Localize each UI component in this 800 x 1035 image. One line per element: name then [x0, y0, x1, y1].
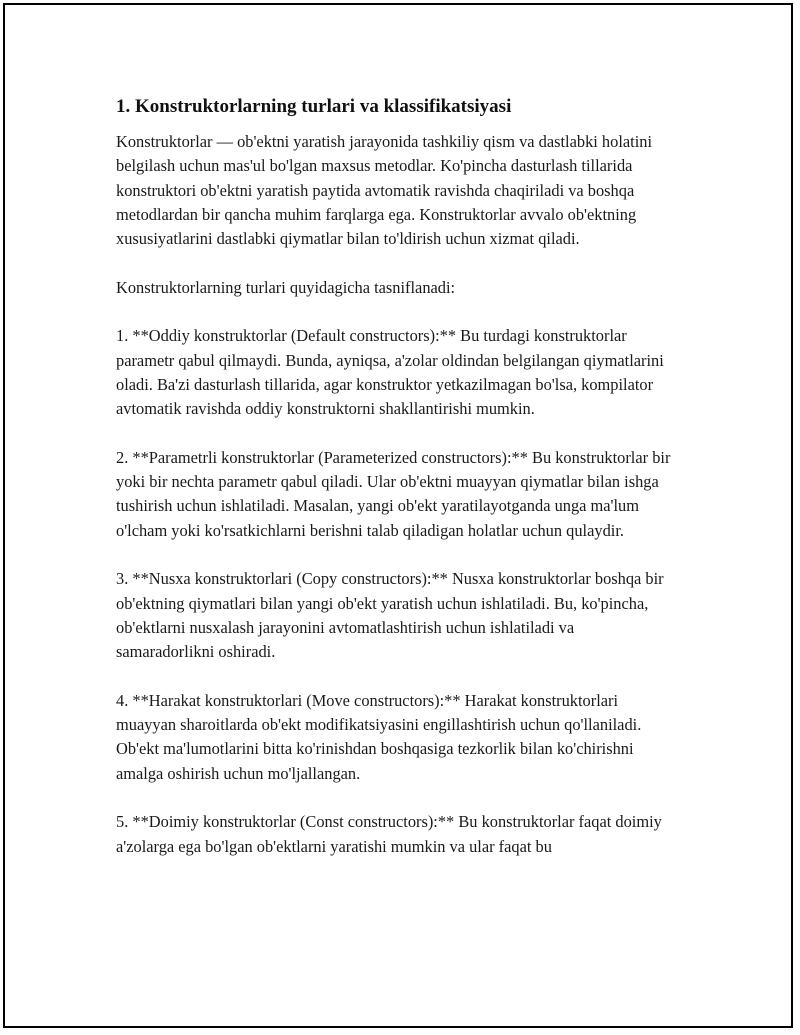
paragraph-copy-constructors: 3. **Nusxa konstruktorlari (Copy constructors):** Nusxa konstruktorlar boshqa bir ob'ektning qiymatlari bilan yangi ob'ekt yaratish uchun ishlatiladi. Bu, ko'pincha, ob'ektlarni nusxalash jarayonini avtomatlashtirish uchun ishlatiladi va samaradorlikni oshiradi. — [116, 569, 664, 662]
paragraph-intro: Konstruktorlar — ob'ektni yaratish jarayonida tashkiliy qism va dastlabki holatini belgilash uchun mas'ul bo'lgan maxsus metodlar. Ko'pincha dasturlash tillarida konstruktori ob'ektni yaratish paytida avtomatik ravishda chaqiriladi va boshqa metodlardan bir qancha muhim farqlarga ega. Konstruktorlar avvalo ob'ektning xususiyatlarini dastlabki qiymatlar bilan to'ldirish uchun xizmat qiladi. — [116, 132, 653, 249]
paragraph-types-lead: Konstruktorlarning turlari quyidagicha tasniflanadi: — [116, 277, 456, 297]
paragraph-parameterized-constructors: 2. **Parametrli konstruktorlar (Parameterized constructors):** Bu konstruktorlar bir yoki bir nechta parametr qabul qiladi. Ular ob'ektni muayyan qiymatlar bilan ishga tushirish uchun ishlatiladi. Masalan, yangi ob'ekt yaratilayotganda unga ma'lum o'lcham yoki ko'rsatkichlarni berishni talab qiladigan holatlar uchun qulaydir. — [116, 447, 671, 540]
paragraph-move-constructors: 4. **Harakat konstruktorlari (Move constructors):** Harakat konstruktorlari muayyan sharoitlarda ob'ekt modifikatsiyasini engillashtirish uchun qo'llaniladi. Ob'ekt ma'lumotlarini bitta ko'rinishdan boshqasiga tezkorlik bilan ko'chirishni amalga oshirish uchun mo'ljallangan. — [116, 690, 642, 783]
document-body — [116, 92, 676, 883]
section-heading: 1. Konstruktorlarning turlari va klassifikatsiyasi — [116, 96, 512, 117]
paragraph-const-constructors: 5. **Doimiy konstruktorlar (Const constructors):** Bu konstruktorlar faqat doimiy a'zolarga ega bo'lgan ob'ektlarni yaratishi mumkin va ular faqat bu — [116, 812, 662, 856]
paragraph-default-constructors: 1. **Oddiy konstruktorlar (Default constructors):** Bu turdagi konstruktorlar parametr qabul qilmaydi. Bunda, ayniqsa, a'zolar oldindan belgilangan qiymatlarini oladi. Ba'zi dasturlash tillarida, agar konstruktor yetkazilmagan bo'lsa, kompilator avtomatik ravishda oddiy konstruktorni shakllantirishi mumkin. — [116, 326, 664, 419]
